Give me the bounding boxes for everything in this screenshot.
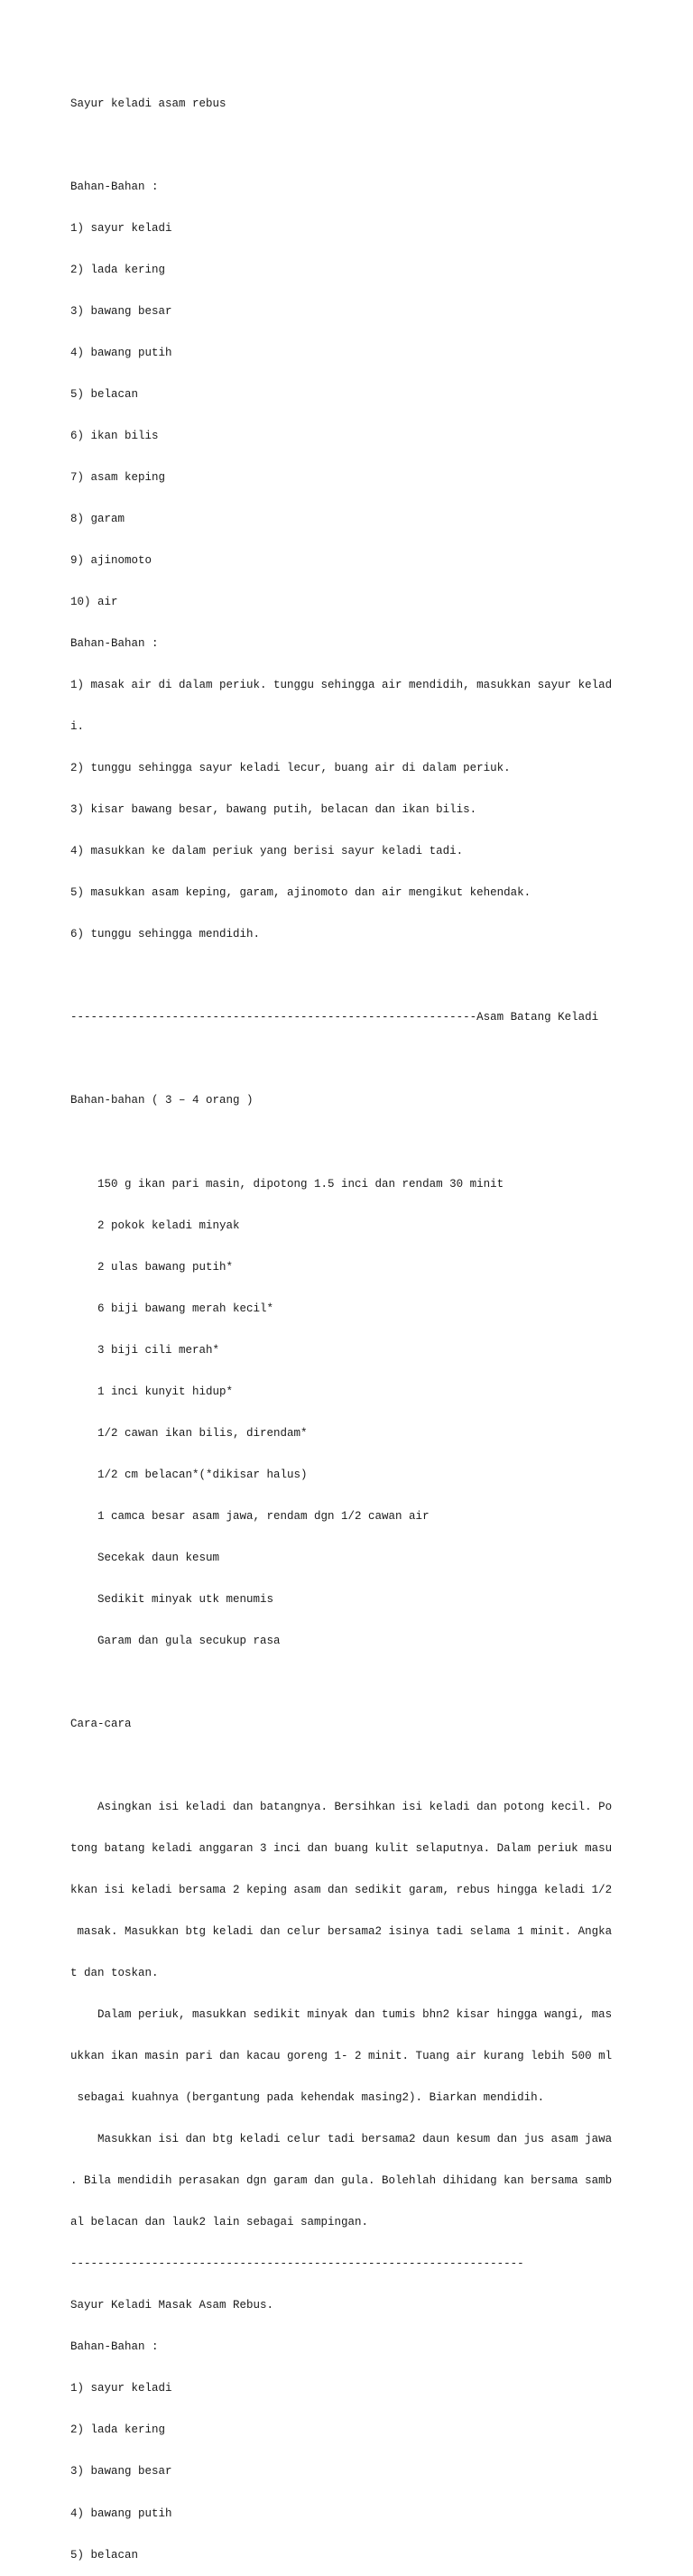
doc-line: Garam dan gula secukup rasa <box>70 1634 281 1647</box>
doc-line: Cara-cara <box>70 1717 132 1730</box>
doc-line: 6 biji bawang merah kecil* <box>70 1302 274 1315</box>
doc-line: Asingkan isi keladi dan batangnya. Bersihkan isi keladi dan potong kecil. Po <box>70 1800 613 1813</box>
doc-line: 1) masak air di dalam periuk. tunggu sehingga air mendidih, masukkan sayur kelad <box>70 679 613 692</box>
doc-line: 3) bawang besar <box>70 2465 172 2479</box>
doc-line: Dalam periuk, masukkan sedikit minyak dan tumis bhn2 kisar hingga wangi, mas <box>70 2008 613 2022</box>
doc-line: Bahan-Bahan : <box>70 2340 159 2354</box>
doc-line: 2) tunggu sehingga sayur keladi lecur, buang air di dalam periuk. <box>70 762 511 775</box>
doc-line: 5) masukkan asam keping, garam, ajinomoto dan air mengikut kehendak. <box>70 886 531 900</box>
doc-line: tong batang keladi anggaran 3 inci dan buang kulit selaputnya. Dalam periuk masu <box>70 1842 613 1855</box>
doc-line: 5) belacan <box>70 387 139 401</box>
doc-line: Bahan-Bahan : <box>70 637 159 651</box>
doc-line: 2 pokok keladi minyak <box>70 1219 240 1232</box>
doc-line: Sedikit minyak utk menumis <box>70 1592 274 1606</box>
doc-line: Secekak daun kesum <box>70 1551 220 1564</box>
doc-line: 4) masukkan ke dalam periuk yang berisi sayur keladi tadi. <box>70 845 464 858</box>
doc-line: 6) ikan bilis <box>70 429 159 442</box>
doc-line: Sayur keladi asam rebus <box>70 97 226 110</box>
doc-line: . Bila mendidih perasakan dgn garam dan gula. Bolehlah dihidang kan bersama samb <box>70 2174 613 2188</box>
doc-line: ------------------------------------------------------------Asam Batang Keladi <box>70 1011 599 1024</box>
doc-line: 2) lada kering <box>70 263 166 276</box>
doc-line: 7) asam keping <box>70 470 166 484</box>
doc-line: al belacan dan lauk2 lain sebagai sampingan. <box>70 2216 369 2229</box>
doc-line: sebagai kuahnya (bergantung pada kehendak masing2). Biarkan mendidih. <box>70 2091 545 2105</box>
doc-line: Masukkan isi dan btg keladi celur tadi bersama2 daun kesum dan jus asam jawa <box>70 2133 613 2146</box>
doc-line: 3 biji cili merah* <box>70 1343 220 1357</box>
doc-line: 1 camca besar asam jawa, rendam dgn 1/2 cawan air <box>70 1509 430 1523</box>
doc-line: 2) lada kering <box>70 2423 166 2437</box>
doc-line: 4) bawang putih <box>70 2507 172 2520</box>
doc-line: 150 g ikan pari masin, dipotong 1.5 inci dan rendam 30 minit <box>70 1177 504 1191</box>
doc-line: 3) kisar bawang besar, bawang putih, belacan dan ikan bilis. <box>70 803 477 817</box>
doc-line: Sayur Keladi Masak Asam Rebus. <box>70 2299 274 2312</box>
doc-line: 6) tunggu sehingga mendidih. <box>70 928 261 941</box>
doc-line: 5) belacan <box>70 2548 139 2562</box>
doc-line <box>70 1052 684 1066</box>
doc-line: 2 ulas bawang putih* <box>70 1260 234 1274</box>
doc-line: 1/2 cawan ikan bilis, direndam* <box>70 1426 308 1440</box>
doc-line: t dan toskan. <box>70 1967 159 1980</box>
doc-line: Bahan-bahan ( 3 – 4 orang ) <box>70 1094 254 1107</box>
doc-line: Bahan-Bahan : <box>70 180 159 193</box>
doc-line: 1 inci kunyit hidup* <box>70 1385 234 1398</box>
doc-line: 1/2 cm belacan*(*dikisar halus) <box>70 1468 308 1481</box>
doc-line: 4) bawang putih <box>70 346 172 359</box>
doc-line: masak. Masukkan btg keladi dan celur bersama2 isinya tadi selama 1 minit. Angka <box>70 1925 613 1939</box>
doc-line: kkan isi keladi bersama 2 keping asam dan sedikit garam, rebus hingga keladi 1/2 <box>70 1884 613 1897</box>
doc-line: 1) sayur keladi <box>70 2382 172 2395</box>
doc-line: i. <box>70 720 85 734</box>
doc-line: ukkan ikan masin pari dan kacau goreng 1- 2 minit. Tuang air kurang lebih 500 ml <box>70 2050 613 2063</box>
doc-line <box>70 1759 684 1773</box>
doc-line: 10) air <box>70 596 118 609</box>
doc-line <box>70 139 684 153</box>
doc-line: 8) garam <box>70 513 125 525</box>
doc-line <box>70 1135 684 1149</box>
doc-line: 9) ajinomoto <box>70 554 152 568</box>
document-body <box>70 69 684 2576</box>
doc-line <box>70 1676 684 1690</box>
doc-line: 3) bawang besar <box>70 304 172 318</box>
doc-line <box>70 969 684 983</box>
doc-line: ------------------------------------------------------------------- <box>70 2257 524 2271</box>
doc-line: 1) sayur keladi <box>70 221 172 235</box>
